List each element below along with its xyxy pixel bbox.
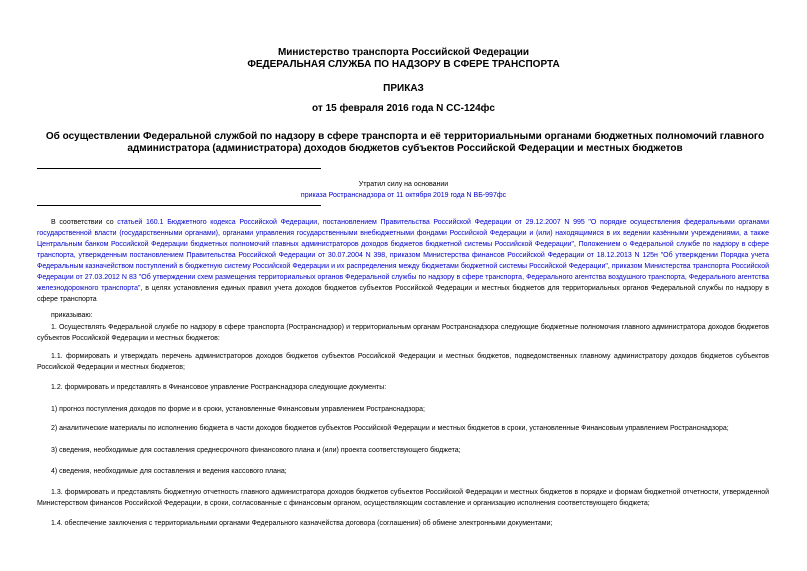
page-title: Об осуществлении Федеральной службой по надзору в сфере транспорта и её территориальными органами бюджетных полномочий главного администратора (администратора) доходов бюджетов субъектов Российской Федерации и местных бюджетов — [45, 131, 765, 154]
preamble-text: , — [385, 252, 390, 259]
preamble-text: , — [317, 219, 323, 226]
list-item: 1.2. формировать и представлять в Финансовое управление Ространснадзора следующие документы: — [51, 384, 387, 391]
ministry-heading: Министерство транспорта Российской Федерации — [277, 47, 530, 58]
preamble-text: , в целях установления единых правил учета доходов бюджетов субъектов Российской Федерации и местных бюджетов для территориальных органов Федеральной службы по надзору в сфере транспорта — [37, 285, 769, 303]
link-decree-995[interactable]: постановлением Правительства Российской Федерации от 29.12.2007 N 995 "О порядке осуществления федеральными органами государственной власти (государственными органами), органами управления государственными внебюджетными фондами Российской Федерации и (или) находящимися в их ведении казёнными учреждениями, а также Центральным банком Российской Федерации бюджетных полномочий главных администраторов доходов бюджетов бюджетной системы Российской Федерации" — [37, 219, 769, 248]
list-item: 1.1. формировать и утверждать перечень администраторов доходов бюджетов субъектов Российской Федерации и местных бюджетов, подведомственных главному администратору доходов бюджетов субъектов Российской Федерации и местных бюджетов; — [37, 353, 769, 371]
preamble-text: , — [607, 263, 612, 270]
repeal-note-line — [0, 190, 807, 201]
preamble-paragraph — [37, 217, 769, 305]
date-number-heading: от 15 февраля 2016 года N СС-124фс — [312, 103, 495, 114]
preamble-text: В соответствии со — [51, 219, 118, 226]
list-item: 2) аналитические материалы по исполнению бюджета в части доходов бюджетов субъектов Российской Федерации и местных бюджетов в сроки, установленные Финансовым управлением Ространснадзора; — [51, 425, 729, 432]
list-item: 3) сведения, необходимые для составления среднесрочного финансового плана и (или) проекта соответствующего бюджета; — [51, 447, 461, 454]
list-item: 1.3. формировать и представлять бюджетную отчетность главного администратора доходов бюджетов субъектов Российской Федерации и местных бюджетов в порядке и формам бюджетной отчетности, утвержденной Министерством финансов Российской Федерации, в сроки, согласованные с финансовым органом, осуществляющим составление и организацию исполнения соответствующего бюджета; — [37, 489, 769, 507]
list-item: 1. Осуществлять Федеральной службе по надзору в сфере транспорта (Ространснадзор) и территориальным органам Ространснадзора следующие бюджетные полномочия главного администратора доходов бюджетов субъектов Российской Федерации и местных бюджетов: — [37, 324, 769, 342]
link-order-83[interactable]: приказом Министерства транспорта Российской Федерации от 27.03.2012 N 83 "Об утверждении схем размещения территориальных органов Федеральной службы по надзору в сфере транспорта, Федерального агентства воздушного транспорта, Федерального агентства железнодорожного транспорта" — [37, 263, 769, 292]
preamble-text: , — [574, 241, 579, 248]
link-regulation-398[interactable]: Положением о Федеральной службе по надзору в сфере транспорта, утвержденным постановлением Правительства Российской Федерации от 30.07.2004 N 398 — [37, 241, 769, 259]
list-item: 1) прогноз поступления доходов по форме и в сроки, установленные Финансовым управлением Ространснадзора; — [51, 406, 425, 413]
list-item: 1.4. обеспечение заключения с территориальными органами Федерального казначейства договора (соглашения) об обмене электронными документами; — [51, 520, 553, 527]
link-budget-code[interactable]: статьей 160.1 Бюджетного кодекса Российской Федерации — [117, 219, 318, 226]
order-word: приказываю: — [51, 312, 93, 319]
link-order-125n[interactable]: приказом Министерства финансов Российской Федерации от 18.12.2013 N 125н "Об утверждении Порядка учета Федеральным казначейством поступлений в бюджетную систему Российской Федерации и их распределения между бюджетами бюджетной системы Российской Федерации" — [37, 252, 769, 270]
doc-type-heading: ПРИКАЗ — [383, 83, 424, 94]
list-item: 4) сведения, необходимые для составления и ведения кассового плана; — [51, 468, 287, 475]
divider-bottom — [37, 205, 321, 206]
divider-top — [37, 168, 321, 169]
service-heading: ФЕДЕРАЛЬНАЯ СЛУЖБА ПО НАДЗОРУ В СФЕРЕ ТРАНСПОРТА — [247, 59, 560, 70]
repeal-note: Утратил силу на основании — [358, 181, 449, 188]
repeal-link[interactable]: приказа Ространснадзора от 11 октября 2019 года N ВБ-997фс — [300, 192, 507, 199]
